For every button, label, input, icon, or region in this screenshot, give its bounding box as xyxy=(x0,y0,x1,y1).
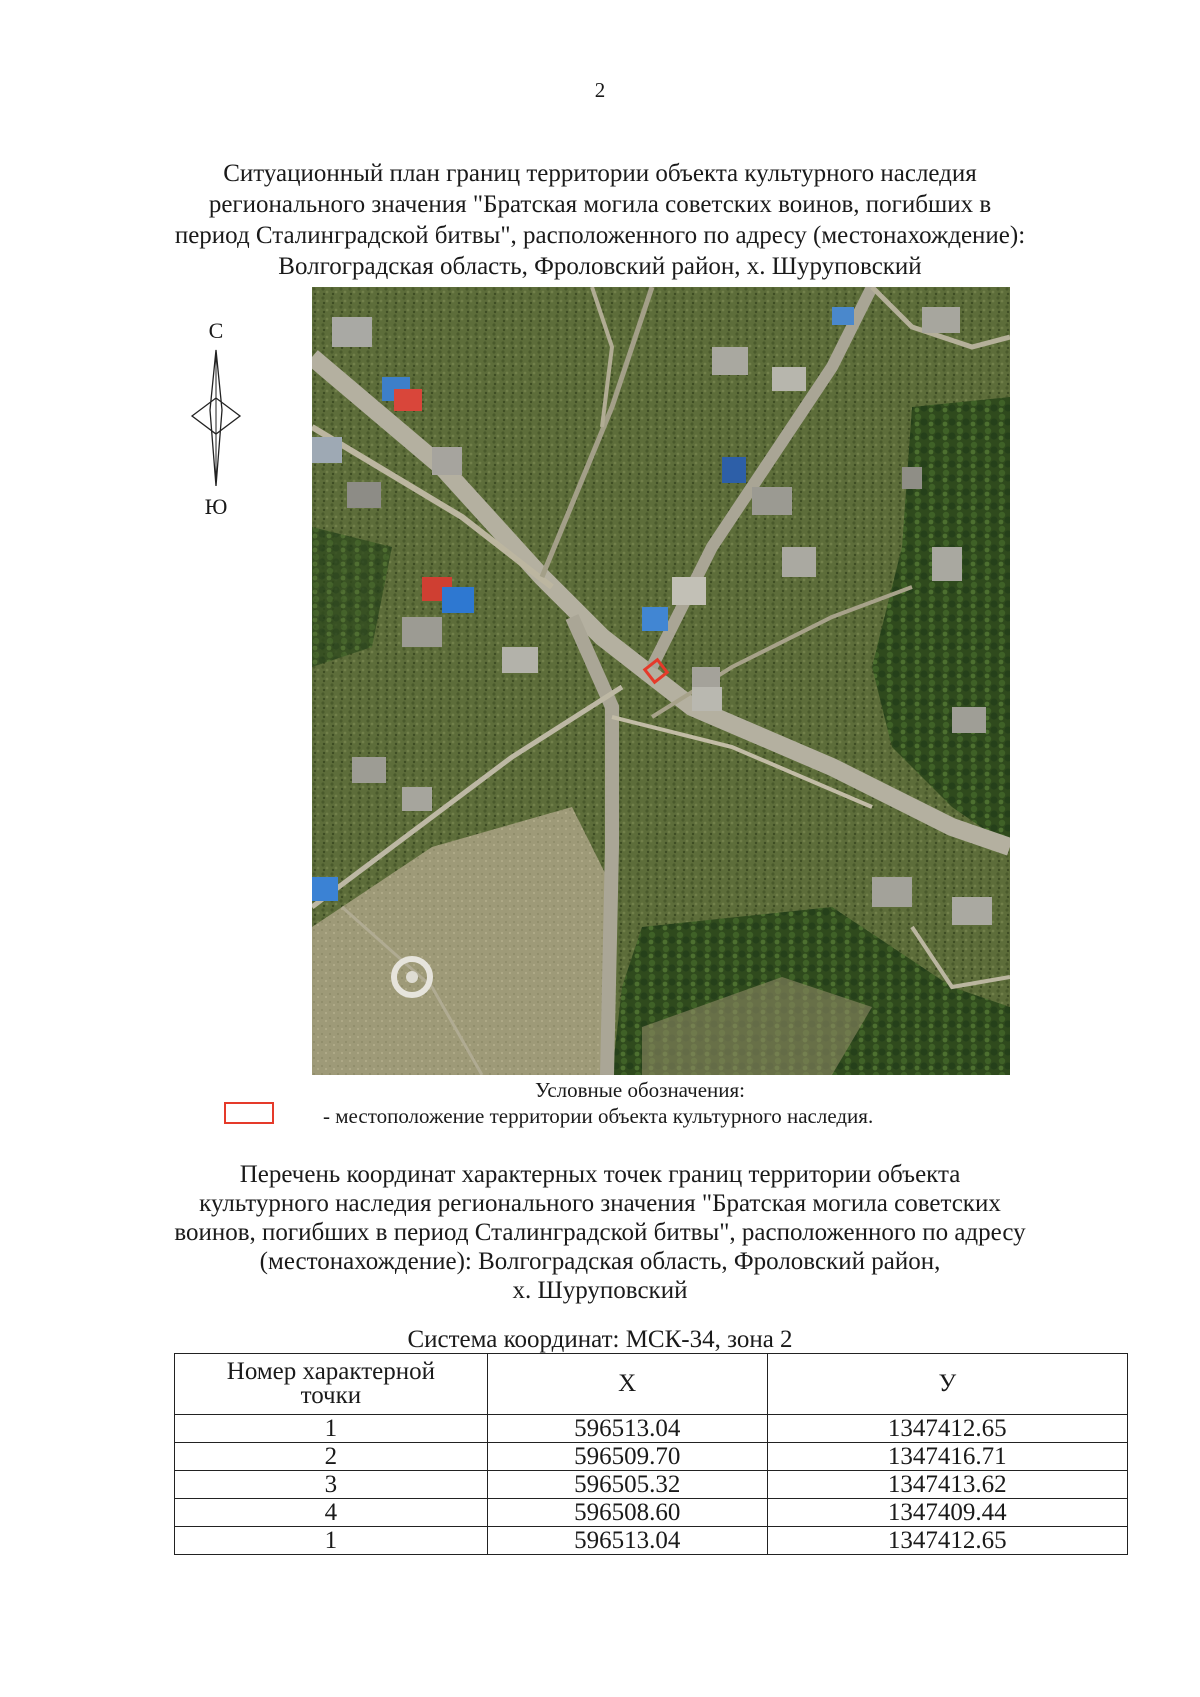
list-title-line: культурного наследия регионального значения "Братская могила советских xyxy=(199,1190,1001,1217)
header-y: У xyxy=(767,1354,1127,1415)
cell-point: 3 xyxy=(175,1471,488,1499)
compass-arrow-icon xyxy=(186,348,246,498)
table-header-row xyxy=(175,1354,1128,1415)
table-row xyxy=(175,1415,1128,1443)
compass-rose xyxy=(186,318,246,518)
satellite-map-image xyxy=(312,287,1010,1075)
cell-point: 2 xyxy=(175,1443,488,1471)
legend-title: Условные обозначения: xyxy=(534,1078,746,1102)
header-x: X xyxy=(487,1354,767,1415)
list-title-line: воинов, погибших в период Сталинградской битвы", расположенного по адресу xyxy=(174,1219,1026,1246)
cell-point: 4 xyxy=(175,1499,488,1527)
satellite-map xyxy=(312,287,1010,1075)
title-line: период Сталинградской битвы", расположенного по адресу (местонахождение): xyxy=(174,222,1026,249)
list-title-line: Перечень координат характерных точек границ территории объекта xyxy=(239,1161,961,1188)
cell-point: 1 xyxy=(175,1527,488,1555)
compass-north-label: С xyxy=(208,318,224,343)
table-row xyxy=(175,1527,1128,1555)
cell-y: 1347412.65 xyxy=(767,1415,1127,1443)
page-number: 2 xyxy=(594,78,606,102)
cell-x: 596513.04 xyxy=(487,1415,767,1443)
header-point-line1: Номер характерной xyxy=(226,1358,435,1385)
situational-plan-title xyxy=(150,158,1050,282)
title-line: Ситуационный план границ территории объекта культурного наследия xyxy=(223,160,977,187)
list-title-line: (местонахождение): Волгоградская область, Фроловский район, xyxy=(259,1248,941,1275)
list-title-line: х. Шуруповский xyxy=(512,1277,688,1304)
title-line: Волгоградская область, Фроловский район, х. Шуруповский xyxy=(278,253,922,280)
cell-point: 1 xyxy=(175,1415,488,1443)
table-row xyxy=(175,1443,1128,1471)
coordinate-system-label: Система координат: МСК-34, зона 2 xyxy=(407,1326,793,1353)
legend-item-text: - местоположение территории объекта культурного наследия. xyxy=(323,1104,874,1128)
cell-y: 1347412.65 xyxy=(767,1527,1127,1555)
table-row xyxy=(175,1471,1128,1499)
coordinates-list-title xyxy=(150,1160,1050,1305)
cell-x: 596509.70 xyxy=(487,1443,767,1471)
cell-x: 596508.60 xyxy=(487,1499,767,1527)
cell-y: 1347413.62 xyxy=(767,1471,1127,1499)
cell-y: 1347416.71 xyxy=(767,1443,1127,1471)
legend-swatch-heritage-boundary xyxy=(224,1102,274,1124)
coordinates-table xyxy=(174,1353,1128,1555)
table-row xyxy=(175,1499,1128,1527)
header-point-line2: точки xyxy=(300,1382,362,1409)
compass-south-label: Ю xyxy=(204,494,228,519)
cell-x: 596513.04 xyxy=(487,1527,767,1555)
cell-x: 596505.32 xyxy=(487,1471,767,1499)
title-line: регионального значения "Братская могила советских воинов, погибших в xyxy=(208,191,992,218)
header-point-number xyxy=(175,1354,488,1415)
cell-y: 1347409.44 xyxy=(767,1499,1127,1527)
